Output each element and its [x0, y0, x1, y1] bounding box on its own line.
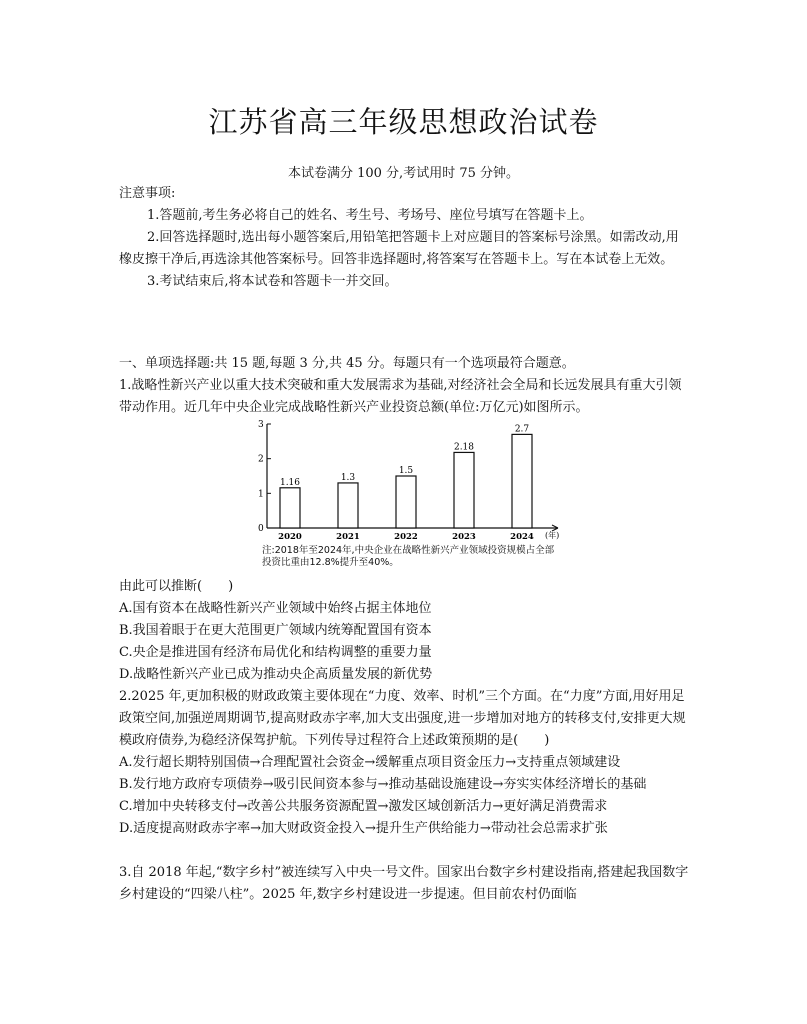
bar-value-label: 2.7 — [514, 424, 530, 435]
x-tick-label: 2024 — [510, 532, 534, 542]
bar-2024 — [512, 434, 532, 528]
option-d[interactable]: D.适度提高财政赤字率→加大财政资金投入→提升生产供给能力→带动社会总需求扩张 — [119, 821, 608, 836]
y-tick-label: 2 — [258, 454, 264, 465]
question-lead: 由此可以推断( ) — [119, 579, 234, 594]
y-tick-label: 3 — [258, 420, 264, 430]
question-stem: 2.2025 年,更加积极的财政政策主要体现在“力度、效率、时机”三个方面。在“力度”方面,用好用足政策空间,加强逆周期调节,提高财政赤字率,加大支出强度,进一步增加对地方的转移支付,安排更大规模政府债券,为稳经济保驾护航。下列传导过程符合上述政策预期的是( ) — [119, 689, 686, 748]
bar-value-label: 2.18 — [453, 442, 475, 453]
bar-value-label: 1.5 — [398, 466, 414, 476]
x-tick-label: 2023 — [452, 532, 476, 542]
notice-item: 3.考试结束后,将本试卷和答题卡一并交回。 — [147, 274, 398, 289]
question-3 — [119, 862, 689, 906]
option-d[interactable]: D.战略性新兴产业已成为推动央企高质量发展的新优势 — [119, 667, 433, 682]
notice-item: 1.答题前,考生务必将自己的姓名、考生号、考场号、座位号填写在答题卡上。 — [147, 208, 593, 223]
y-tick-label: 1 — [258, 489, 264, 500]
question-1-options — [119, 576, 689, 686]
x-tick-label: 2020 — [278, 532, 302, 542]
question-1 — [119, 353, 689, 419]
option-a[interactable]: A.发行超长期特别国债→合理配置社会资金→缓解重点项目资金压力→支持重点领域建设 — [119, 755, 621, 770]
question-stem: 1.战略性新兴产业以重大技术突破和重大发展需求为基础,对经济社会全局和长远发展具有重大引领带动作用。近几年中央企业完成战略性新兴产业投资总额(单位:万亿元)如图所示。 — [119, 378, 682, 415]
bar-2023 — [454, 452, 474, 528]
question-stem: 3.自 2018 年起,“数字乡村”被连续写入中央一号文件。国家出台数字乡村建设指南,搭建起我国数字乡村建设的“四梁八柱”。2025 年,数字乡村建设进一步提速。但目前农村仍面临 — [119, 865, 689, 902]
bar-2021 — [338, 483, 358, 528]
y-tick-label: 0 — [258, 524, 264, 534]
x-tick-label: 2021 — [336, 532, 360, 542]
notice-section — [119, 183, 689, 293]
notice-heading: 注意事项: — [119, 186, 176, 201]
option-c[interactable]: C.增加中央转移支付→改善公共服务资源配置→激发区域创新活力→更好满足消费需求 — [119, 799, 608, 814]
x-axis-label: (年) — [545, 531, 560, 540]
chart-note: 注:2018年至2024年,中央企业在战略性新兴产业领域投资规模占全部投资比重由12.8%提升至40%。 — [262, 545, 555, 568]
exam-subtitle: 本试卷满分 100 分,考试用时 75 分钟。 — [287, 166, 520, 181]
question-2 — [119, 686, 689, 840]
page-title: 江苏省高三年级思想政治试卷 — [208, 105, 599, 139]
bar-value-label: 1.3 — [340, 472, 356, 483]
option-a[interactable]: A.国有资本在战略性新兴产业领域中始终占据主体地位 — [119, 601, 432, 616]
bar-value-label: 1.16 — [279, 477, 301, 488]
bar-2022 — [396, 476, 416, 528]
bar-2020 — [280, 488, 300, 528]
option-c[interactable]: C.央企是推进国有经济布局优化和结构调整的重要力量 — [119, 645, 432, 660]
option-b[interactable]: B.我国着眼于在更大范围更广领域内统筹配置国有资本 — [119, 623, 432, 638]
notice-item: 2.回答选择题时,选出每小题答案后,用铅笔把答题卡上对应题目的答案标号涂黑。如需改动,用橡皮擦干净后,再选涂其他答案标号。回答非选择题时,将答案写在答题卡上。写在本试卷上无效。 — [119, 230, 679, 267]
section-heading: 一、单项选择题:共 15 题,每题 3 分,共 45 分。每题只有一个选项最符合题意。 — [119, 356, 575, 371]
option-b[interactable]: B.发行地方政府专项债券→吸引民间资本参与→推动基础设施建设→夯实实体经济增长的基础 — [119, 777, 647, 792]
x-tick-label: 2022 — [394, 532, 418, 542]
